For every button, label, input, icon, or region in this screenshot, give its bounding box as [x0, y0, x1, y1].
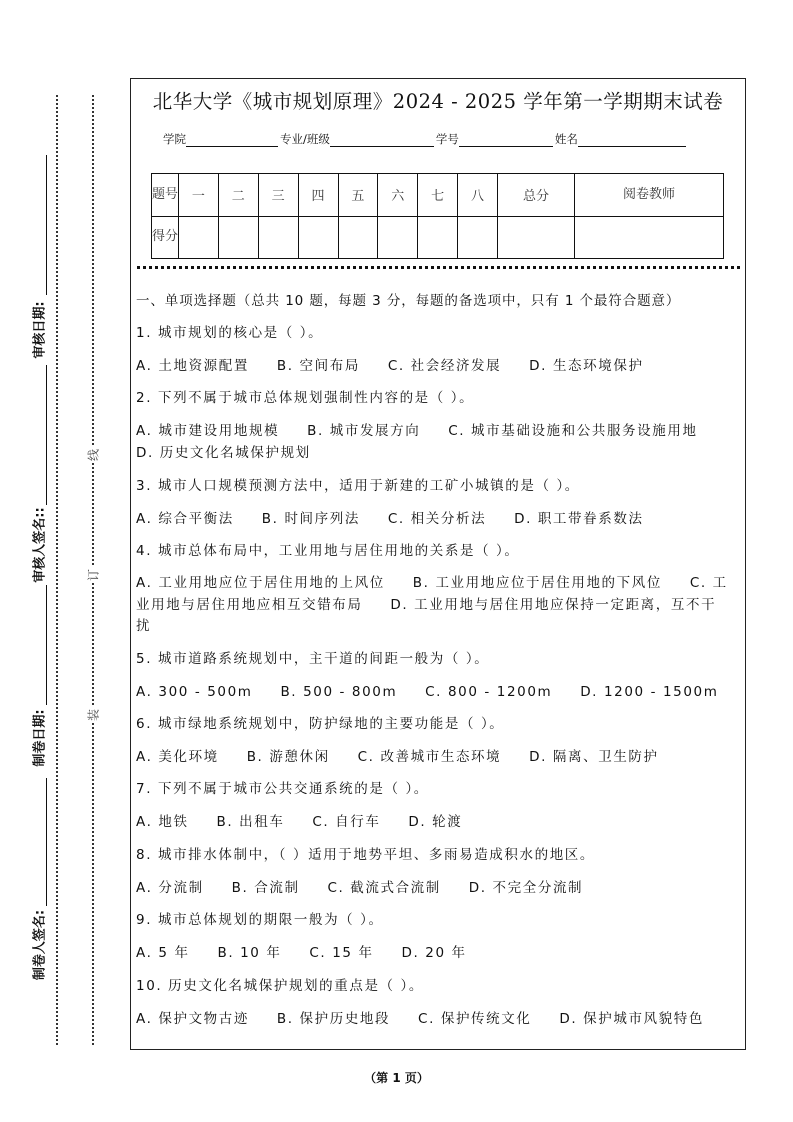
review-date-label: 审核日期:: [32, 301, 48, 359]
option-b: B. 游憩休闲: [246, 749, 330, 765]
option-c: C. 截流式合流制: [327, 880, 441, 896]
binding-mark-bind: 装: [86, 708, 101, 722]
score-cell[interactable]: [418, 216, 458, 259]
col-5: 五: [338, 174, 378, 217]
major-class-field[interactable]: [330, 132, 434, 147]
student-info-row: [163, 131, 688, 147]
option-a: A. 5 年: [136, 945, 190, 961]
separator-dotted-line: [137, 266, 740, 269]
question-options: [136, 747, 742, 769]
option-c: C. 800 - 1200m: [425, 684, 553, 700]
college-label: 学院: [163, 132, 186, 146]
col-4: 四: [298, 174, 338, 217]
option-b: B. 工业用地应位于居住用地的下风位: [412, 575, 662, 591]
question-number-header: 题号: [152, 174, 179, 217]
col-7: 七: [418, 174, 458, 217]
option-d: D. 工业用地与居住用地应保持一定距离，互不干扰: [136, 596, 717, 634]
col-8: 八: [458, 174, 498, 217]
exam-title: 北华大学《城市规划原理》2024 - 2025 学年第一学期期末试卷: [152, 90, 724, 113]
score-cell[interactable]: [338, 216, 378, 259]
option-a: A. 美化环境: [136, 749, 219, 765]
option-c: C. 社会经济发展: [387, 358, 502, 374]
option-a: A. 城市建设用地规模: [136, 423, 280, 439]
reviewer-signature-label: 审核人签名::: [32, 507, 48, 583]
option-d: D. 隔离、卫生防护: [529, 749, 659, 765]
option-d: D. 1200 - 1500m: [580, 684, 719, 700]
option-b: B. 合流制: [231, 880, 300, 896]
major-class-label: 专业/班级: [280, 132, 330, 146]
question-options: [136, 812, 742, 834]
question-stem: 3. 城市人口规模预测方法中，适用于新建的工矿小城镇的是（ ）。: [136, 478, 580, 494]
question-stem: 10. 历史文化名城保护规划的重点是（ ）。: [136, 978, 425, 994]
col-total: 总分: [498, 174, 575, 217]
option-a: A. 300 - 500m: [136, 684, 253, 700]
score-cell[interactable]: [378, 216, 418, 259]
score-table-header-row: [152, 174, 724, 217]
option-a: A. 地铁: [136, 814, 189, 830]
student-id-label: 学号: [435, 132, 459, 146]
option-c: C. 保护传统文化: [418, 1011, 532, 1027]
name-label: 姓名: [554, 132, 578, 146]
score-row-label: 得分: [152, 216, 179, 259]
option-b: B. 出租车: [216, 814, 285, 830]
college-field[interactable]: [186, 132, 278, 147]
signature-line: [46, 365, 47, 505]
option-d: D. 职工带眷系数法: [514, 511, 644, 527]
col-1: 一: [179, 174, 219, 217]
question-options: [136, 509, 742, 531]
question-options: [136, 878, 742, 900]
option-c: C. 改善城市生态环境: [357, 749, 502, 765]
question-options: [136, 1009, 742, 1031]
binding-mark-line: 线: [86, 448, 101, 462]
question-stem: 8. 城市排水体制中，（ ）适用于地势平坦、多雨易造成积水的地区。: [136, 847, 596, 863]
question-options: [136, 356, 742, 378]
option-b: B. 时间序列法: [261, 511, 360, 527]
question-stem: 2. 下列不属于城市总体规划强制性内容的是（ ）。: [136, 390, 475, 406]
option-b: B. 城市发展方向: [307, 423, 421, 439]
question-stem: 5. 城市道路系统规划中，主干道的间距一般为（ ）。: [136, 651, 490, 667]
option-a: A. 土地资源配置: [136, 358, 249, 374]
option-a: A. 工业用地应位于居住用地的上风位: [136, 575, 385, 591]
option-a: A. 分流制: [136, 880, 204, 896]
option-d: D. 不完全分流制: [468, 880, 584, 896]
signature-line: [46, 155, 47, 295]
option-b: B. 500 - 800m: [280, 684, 398, 700]
option-c: C. 工业用地与居住用地应相互交错布局: [136, 575, 728, 613]
option-d: D. 生态环境保护: [529, 358, 644, 374]
option-c: C. 相关分析法: [387, 511, 487, 527]
question-options: [136, 682, 742, 704]
col-6: 六: [378, 174, 418, 217]
question-stem: 1. 城市规划的核心是（ ）。: [136, 325, 324, 341]
option-c: C. 15 年: [309, 945, 374, 961]
option-d: D. 20 年: [401, 945, 467, 961]
col-3: 三: [258, 174, 298, 217]
option-d: D. 保护城市风貌特色: [559, 1011, 704, 1027]
score-cell[interactable]: [458, 216, 498, 259]
page-number: （第 1 页）: [364, 1071, 429, 1085]
option-a: A. 保护文物古迹: [136, 1011, 249, 1027]
score-cell[interactable]: [258, 216, 298, 259]
section-heading: 一、单项选择题（总共 10 题，每题 3 分，每题的备选项中，只有 1 个最符合题意）: [136, 293, 681, 309]
score-table-score-row: [152, 216, 724, 259]
signature-line: [46, 585, 47, 705]
option-c: C. 自行车: [312, 814, 381, 830]
score-cell[interactable]: [575, 216, 724, 259]
option-b: B. 10 年: [217, 945, 282, 961]
option-d: D. 历史文化名城保护规划: [136, 444, 311, 461]
score-cell[interactable]: [179, 216, 219, 259]
option-d: D. 轮渡: [408, 814, 463, 830]
option-a: A. 综合平衡法: [136, 511, 234, 527]
col-2: 二: [218, 174, 258, 217]
question-options: [136, 943, 742, 965]
binding-mark-staple: 订: [86, 568, 101, 582]
question-stem: 7. 下列不属于城市公共交通系统的是（ ）。: [136, 781, 429, 797]
score-table: [151, 173, 724, 259]
student-id-field[interactable]: [459, 132, 553, 147]
question-stem: 4. 城市总体布局中，工业用地与居住用地的关系是（ ）。: [136, 543, 520, 559]
margin-dotted-line: [56, 95, 58, 1045]
question-options: [136, 573, 742, 638]
score-cell[interactable]: [498, 216, 575, 259]
prepare-date-label: 制卷日期:: [32, 709, 48, 767]
question-options: [136, 421, 742, 464]
name-field[interactable]: [578, 132, 686, 147]
col-grader: 阅卷教师: [575, 174, 724, 217]
option-c: C. 城市基础设施和公共服务设施用地: [448, 423, 698, 439]
score-cell[interactable]: [298, 216, 338, 259]
option-b: B. 空间布局: [276, 358, 360, 374]
question-stem: 9. 城市总体规划的期限一般为（ ）。: [136, 912, 384, 928]
signature-line: [46, 778, 47, 906]
preparer-signature-label: 制卷人签名:: [32, 909, 48, 981]
option-b: B. 保护历史地段: [276, 1011, 391, 1027]
score-cell[interactable]: [218, 216, 258, 259]
question-stem: 6. 城市绿地系统规划中，防护绿地的主要功能是（ ）。: [136, 716, 505, 732]
